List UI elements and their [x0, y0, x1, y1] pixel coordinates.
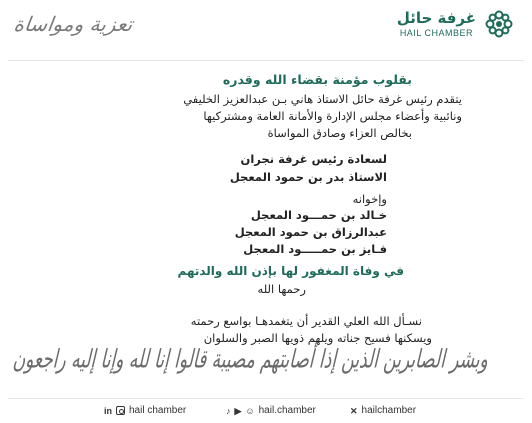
x-icon: ✕	[350, 405, 358, 416]
header-divider	[8, 60, 524, 61]
verse-calligraphy	[11, 345, 490, 390]
video-icon: ▶	[234, 405, 242, 416]
chamber-emblem-icon	[484, 9, 514, 39]
mercy-phrase: رحمها الله	[257, 282, 306, 296]
brother-2: عبدالرزاق بن حمود المعجل	[234, 225, 387, 239]
snapchat-icon: ☺	[245, 405, 255, 416]
logo-english: HAIL CHAMBER	[399, 28, 473, 38]
brother-1: خـالد بن حمـــود المعجل	[250, 208, 387, 222]
header	[0, 0, 532, 64]
web-label: hail.chamber	[258, 405, 316, 416]
intro-line-1: يتقدم رئيس غرفة حائل الاستاذ هاني بـن عبدالعزيز الخليفي	[183, 92, 462, 106]
footer-linkedin[interactable]	[104, 405, 186, 416]
footer-web[interactable]	[226, 405, 316, 416]
intro-line-3: بخالص العزاء وصادق المواساة	[267, 126, 412, 140]
recipient-title: لسعادة رئيس غرفة نجران	[240, 152, 387, 166]
footer-x[interactable]	[350, 405, 416, 416]
title-calligraphy: تعزية ومواساة	[12, 12, 135, 36]
footer	[0, 403, 532, 419]
linkedin-icon: in	[104, 405, 112, 416]
instagram-icon	[116, 406, 125, 415]
deceased-line: في وفاة المغفور لها بإذن الله والدتهم	[177, 264, 404, 278]
logo-text	[397, 9, 476, 39]
footer-divider	[8, 398, 524, 399]
brothers-label: وإخوانه	[352, 192, 387, 206]
verse-text: وبشر الصابرين الذين إذا أصابتهم مصيبة قالوا إنا لله وإنا إليه راجعون	[11, 345, 490, 375]
intro-line-2: ونائبية وأعضاء مجلس الإدارة والأمانة العامة ومشتركيها	[203, 109, 462, 123]
recipient-name: الاستاذ بدر بن حمود المعجل	[229, 170, 387, 184]
hail-chamber-logo	[397, 9, 514, 39]
headline: بقلوب مؤمنة بقضاء الله وقدره	[222, 72, 412, 87]
tiktok-icon: ♪	[226, 405, 231, 416]
prayer-line-2: ويسكنها فسيح جناته ويلهم ذويها الصبر والسلوان	[203, 331, 432, 345]
x-label: hailchamber	[361, 405, 417, 416]
prayer-line-1: نسـأل الله العلي القدير أن يتغمدهـا بواسع رحمته	[190, 314, 422, 328]
logo-arabic: غرفة حائل	[396, 9, 476, 27]
brother-3: فـايز بن حمـــــود المعجل	[243, 242, 387, 256]
linkedin-label: hail chamber	[129, 405, 187, 416]
